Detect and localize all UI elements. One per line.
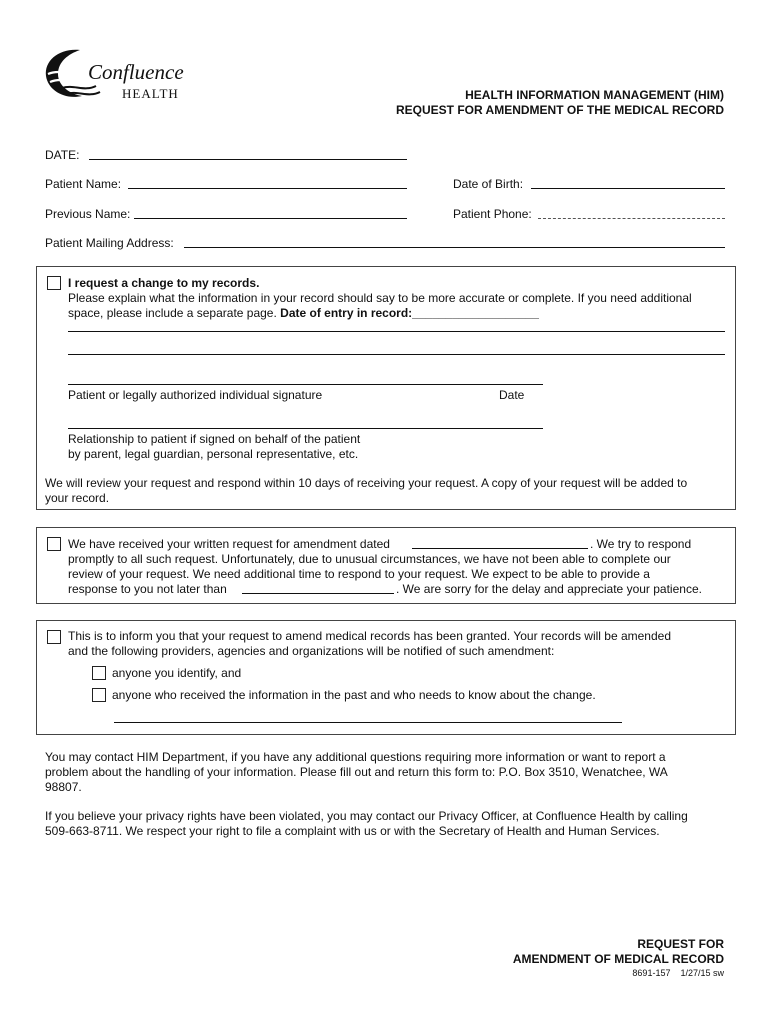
previous-name-label: Previous Name: (45, 207, 131, 221)
review-text-1: We will review your request and respond within 10 days of receiving your request. A copy of your request will be added to (45, 476, 688, 490)
anyone-received-checkbox[interactable] (92, 688, 106, 702)
delay-text-1b: . We try to respond (590, 537, 692, 551)
form-code: 8691-157 1/27/15 sw (632, 968, 724, 978)
contact-text-3: 98807. (45, 780, 82, 794)
date-of-entry-label[interactable]: Date of entry in record:___________________ (280, 306, 539, 320)
amendment-granted-checkbox[interactable] (47, 630, 61, 644)
logo-name: Confluence (88, 60, 184, 84)
anyone-identify-label: anyone you identify, and (112, 666, 242, 680)
header-line-2: REQUEST FOR AMENDMENT OF THE MEDICAL RECORD (395, 103, 724, 117)
request-instructions-1: Please explain what the information in your record should say to be more accurate or complete. If you need additional (68, 291, 692, 305)
request-instructions-2 (68, 306, 539, 321)
mailing-address-field[interactable] (184, 247, 725, 248)
patient-phone-label: Patient Phone: (453, 207, 532, 221)
delay-text-1a: We have received your written request for amendment dated (68, 537, 390, 551)
request-dated-field[interactable] (412, 548, 588, 549)
signature-date-label: Date (499, 388, 525, 402)
footer-title-1: REQUEST FOR (637, 937, 724, 951)
respond-by-field[interactable] (242, 593, 394, 594)
delay-text-2: promptly to all such request. Unfortunately, due to unusual circumstances, we have not been able to complete our (68, 552, 671, 566)
delay-text-4b: . We are sorry for the delay and appreciate your patience. (396, 582, 702, 596)
date-field[interactable] (89, 159, 407, 160)
review-text-2: your record. (45, 491, 110, 505)
relationship-label-1: Relationship to patient if signed on behalf of the patient (68, 432, 361, 446)
anyone-identify-checkbox[interactable] (92, 666, 106, 680)
request-change-heading: I request a change to my records. (68, 276, 260, 290)
signature-line[interactable] (68, 384, 543, 385)
explanation-line-2[interactable] (68, 354, 725, 355)
footer-title-2: AMENDMENT OF MEDICAL RECORD (512, 952, 724, 966)
relationship-label-2: by parent, legal guardian, personal representative, etc. (68, 447, 359, 461)
mailing-address-label: Patient Mailing Address: (45, 236, 174, 250)
dob-field[interactable] (531, 188, 725, 189)
explanation-line-1[interactable] (68, 331, 725, 332)
previous-name-field[interactable] (134, 218, 407, 219)
granted-text-2: and the following providers, agencies and organizations will be notified of such amendment: (68, 644, 555, 658)
patient-name-field[interactable] (128, 188, 407, 189)
contact-text-1: You may contact HIM Department, if you have any additional questions requiring more information or want to report a (45, 750, 666, 764)
logo-sub: HEALTH (122, 86, 179, 101)
privacy-text-2: 509-663-8711. We respect your right to file a complaint with us or with the Secretary of Health and Human Services. (45, 824, 660, 838)
contact-text-2: problem about the handling of your information. Please fill out and return this form to: P.O. Box 3510, Wenatchee, WA (45, 765, 668, 779)
granted-text-1: This is to inform you that your request to amend medical records has been granted. Your records will be amended (68, 629, 671, 643)
privacy-text-1: If you believe your privacy rights have been violated, you may contact our Privacy Officer, at Confluence Health by calling (45, 809, 688, 823)
request-change-checkbox[interactable] (47, 276, 61, 290)
header-line-1: HEALTH INFORMATION MANAGEMENT (HIM) (465, 88, 724, 102)
relationship-line[interactable] (68, 428, 543, 429)
patient-phone-field[interactable] (538, 218, 725, 219)
dob-label: Date of Birth: (453, 177, 524, 191)
anyone-received-label: anyone who received the information in the past and who needs to know about the change. (112, 688, 596, 702)
delay-text-3: review of your request. We need additional time to respond to your request. We expect to be able to provide a (68, 567, 650, 581)
request-instructions-2a: space, please include a separate page. (68, 306, 281, 320)
signature-label: Patient or legally authorized individual signature (68, 388, 323, 402)
delay-text-4a: response to you not later than (68, 582, 227, 596)
recipients-line[interactable] (114, 722, 622, 723)
delay-notice-checkbox[interactable] (47, 537, 61, 551)
date-label: DATE: (45, 148, 80, 162)
patient-name-label: Patient Name: (45, 177, 122, 191)
